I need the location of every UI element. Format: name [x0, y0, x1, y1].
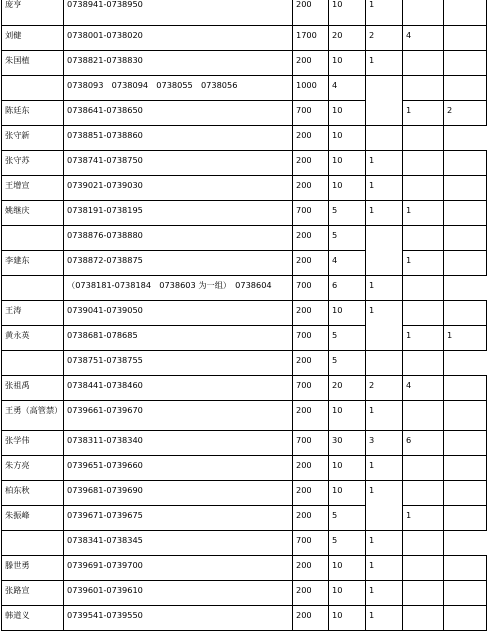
blank-cell [444, 51, 487, 76]
count-cell: 10 [329, 301, 366, 326]
amount-cell: 200 [293, 506, 329, 531]
group-count-cell: 3 [366, 431, 403, 456]
count-cell: 10 [329, 51, 366, 76]
group-count-cell: 1 [366, 481, 403, 531]
extra-count-cell: 1 [366, 276, 403, 301]
count-cell: 20 [329, 376, 366, 401]
extra-count-cell [403, 0, 444, 26]
table-row [2, 431, 487, 456]
count-cell: 10 [329, 456, 366, 481]
number-range-cell: 0739661-0739670 [64, 401, 293, 431]
count-cell: 4 [329, 251, 366, 276]
count-cell: 5 [329, 326, 366, 351]
number-range-cell: 0738001-0738020 [64, 26, 293, 51]
group-count-cell [366, 76, 403, 126]
extra-count-cell [403, 76, 444, 101]
group-count-cell: 1 [403, 101, 444, 126]
holder-name-cell [2, 276, 64, 301]
holder-name-cell: 柏东秋 [2, 481, 64, 506]
number-range-cell: 0738093 0738094 0738055 0738056 [64, 76, 293, 101]
count-cell: 30 [329, 431, 366, 456]
table-row [2, 276, 487, 301]
amount-cell: 700 [293, 101, 329, 126]
amount-cell: 200 [293, 556, 329, 581]
number-range-cell: 0738681-078685 [64, 326, 293, 351]
holder-name-cell: 陈廷东 [2, 101, 64, 126]
amount-cell: 200 [293, 606, 329, 631]
records-table [1, 0, 487, 631]
number-range-cell: 0738341-0738345 [64, 531, 293, 556]
holder-name-cell: 刘健 [2, 26, 64, 51]
extra-count-cell [444, 251, 487, 276]
group-count-cell: 1 [366, 456, 403, 481]
blank-cell [403, 351, 444, 376]
number-range-cell: 0739601-0739610 [64, 581, 293, 606]
holder-name-cell: 张学伟 [2, 431, 64, 456]
amount-cell: 200 [293, 126, 329, 151]
extra-count-cell [403, 176, 444, 201]
count-cell: 20 [329, 26, 366, 51]
count-cell: 10 [329, 176, 366, 201]
blank-cell [444, 176, 487, 201]
group-count-cell: 1 [366, 151, 403, 176]
amount-cell: 700 [293, 376, 329, 401]
group-count-cell: 1 [366, 556, 403, 581]
table-row [2, 606, 487, 631]
table-row [2, 556, 487, 581]
holder-name-cell: 庞亨 [2, 0, 64, 26]
amount-cell: 200 [293, 151, 329, 176]
holder-name-cell [2, 531, 64, 556]
number-range-cell: 0738741-0738750 [64, 151, 293, 176]
group-count-cell: 1 [403, 326, 444, 351]
count-cell: 5 [329, 506, 366, 531]
count-cell: 5 [329, 201, 366, 226]
holder-name-cell: 朱振峰 [2, 506, 64, 531]
group-count-cell: 1 [366, 51, 403, 76]
amount-cell: 200 [293, 581, 329, 606]
extra-count-cell [403, 51, 444, 76]
holder-name-cell: 王涛 [2, 301, 64, 326]
table-row [2, 126, 487, 151]
amount-cell: 200 [293, 0, 329, 26]
amount-cell: 200 [293, 226, 329, 251]
extra-count-cell [403, 481, 444, 506]
number-range-cell: 0739651-0739660 [64, 456, 293, 481]
extra-count-cell [366, 351, 403, 376]
blank-cell [403, 531, 444, 556]
table-row [2, 351, 487, 376]
holder-name-cell: 黄永英 [2, 326, 64, 351]
count-cell: 10 [329, 581, 366, 606]
holder-name-cell: 朱方亮 [2, 456, 64, 481]
amount-cell: 1000 [293, 76, 329, 101]
count-cell: 4 [329, 76, 366, 101]
extra-count-cell [366, 126, 403, 151]
blank-cell [444, 606, 487, 631]
count-cell: 10 [329, 151, 366, 176]
extra-count-cell [403, 301, 444, 326]
number-range-cell: 0739671-0739675 [64, 506, 293, 531]
count-cell: 10 [329, 126, 366, 151]
count-cell: 10 [329, 481, 366, 506]
number-range-cell: （0738181-0738184 0738603 为一组） 0738604 [64, 276, 293, 301]
records-table-body [2, 0, 487, 631]
count-cell: 6 [329, 276, 366, 301]
extra-count-cell [403, 226, 444, 251]
extra-count-cell [403, 581, 444, 606]
number-range-cell: 0738641-0738650 [64, 101, 293, 126]
extra-count-cell [403, 151, 444, 176]
holder-name-cell: 张守新 [2, 126, 64, 151]
table-row [2, 201, 487, 226]
group-count-cell: 1 [366, 301, 403, 351]
holder-name-cell: 姚继庆 [2, 201, 64, 226]
number-range-cell: 0739041-0739050 [64, 301, 293, 326]
extra-count-cell: 2 [444, 101, 487, 126]
blank-cell [444, 431, 487, 456]
table-row [2, 301, 487, 326]
table-row [2, 326, 487, 351]
number-range-cell: 0739681-0739690 [64, 481, 293, 506]
number-range-cell: 0739691-0739700 [64, 556, 293, 581]
group-count-cell: 1 [403, 506, 444, 531]
blank-cell [444, 456, 487, 481]
group-count-cell: 1 [366, 581, 403, 606]
holder-name-cell: 韩道义 [2, 606, 64, 631]
group-count-cell: 1 [403, 251, 444, 276]
holder-name-cell: 李建东 [2, 251, 64, 276]
amount-cell: 700 [293, 276, 329, 301]
table-row [2, 0, 487, 26]
amount-cell: 200 [293, 456, 329, 481]
group-count-cell: 1 [366, 176, 403, 201]
extra-count-cell: 6 [403, 431, 444, 456]
amount-cell: 200 [293, 481, 329, 506]
number-range-cell: 0738311-0738340 [64, 431, 293, 456]
blank-cell [444, 76, 487, 101]
table-row [2, 376, 487, 401]
table-row [2, 151, 487, 176]
count-cell: 5 [329, 226, 366, 251]
blank-cell [444, 581, 487, 606]
extra-count-cell: 1 [444, 326, 487, 351]
table-row [2, 26, 487, 51]
count-cell: 10 [329, 0, 366, 26]
count-cell: 10 [329, 101, 366, 126]
number-range-cell: 0738941-0738950 [64, 0, 293, 26]
blank-cell [444, 226, 487, 251]
blank-cell [444, 151, 487, 176]
extra-count-cell [444, 506, 487, 531]
holder-name-cell [2, 351, 64, 376]
holder-name-cell: 张路宣 [2, 581, 64, 606]
extra-count-cell [403, 456, 444, 481]
holder-name-cell [2, 226, 64, 251]
blank-cell [403, 276, 444, 301]
blank-cell [444, 0, 487, 26]
group-count-cell [366, 226, 403, 276]
number-range-cell: 0738851-0738860 [64, 126, 293, 151]
count-cell: 10 [329, 401, 366, 431]
amount-cell: 200 [293, 401, 329, 431]
amount-cell: 700 [293, 531, 329, 556]
table-row [2, 101, 487, 126]
number-range-cell: 0739541-0739550 [64, 606, 293, 631]
extra-count-cell: 1 [403, 201, 444, 226]
holder-name-cell: 滕世勇 [2, 556, 64, 581]
table-row [2, 76, 487, 101]
table-row [2, 251, 487, 276]
blank-cell [444, 401, 487, 431]
table-row [2, 506, 487, 531]
group-count-cell: 2 [366, 26, 403, 51]
blank-cell [444, 26, 487, 51]
extra-count-cell [403, 556, 444, 581]
amount-cell: 1700 [293, 26, 329, 51]
amount-cell: 200 [293, 51, 329, 76]
number-range-cell: 0738441-0738460 [64, 376, 293, 401]
table-row [2, 401, 487, 431]
holder-name-cell: 朱国植 [2, 51, 64, 76]
amount-cell: 200 [293, 301, 329, 326]
blank-cell [403, 126, 444, 151]
blank-cell [444, 201, 487, 226]
extra-count-cell: 1 [366, 531, 403, 556]
blank-cell [444, 481, 487, 506]
table-row [2, 456, 487, 481]
extra-count-cell [403, 401, 444, 431]
number-range-cell: 0738872-0738875 [64, 251, 293, 276]
count-cell: 5 [329, 351, 366, 376]
amount-cell: 200 [293, 176, 329, 201]
blank-cell [444, 556, 487, 581]
number-range-cell: 0738191-0738195 [64, 201, 293, 226]
amount-cell: 200 [293, 251, 329, 276]
group-count-cell: 1 [366, 401, 403, 431]
table-row [2, 226, 487, 251]
holder-name-cell [2, 76, 64, 101]
blank-cell [444, 376, 487, 401]
group-count-cell: 2 [366, 376, 403, 401]
table-row [2, 51, 487, 76]
holder-name-cell: 王增宣 [2, 176, 64, 201]
extra-count-cell: 4 [403, 26, 444, 51]
holder-name-cell: 王勇（高管禁） [2, 401, 64, 431]
holder-name-cell: 张守苏 [2, 151, 64, 176]
table-row [2, 531, 487, 556]
number-range-cell: 0738876-0738880 [64, 226, 293, 251]
table-row [2, 176, 487, 201]
holder-name-cell: 张祖禹 [2, 376, 64, 401]
group-count-cell: 1 [366, 606, 403, 631]
amount-cell: 200 [293, 351, 329, 376]
group-count-cell: 1 [366, 201, 403, 226]
amount-cell: 700 [293, 201, 329, 226]
amount-cell: 700 [293, 431, 329, 456]
table-row [2, 581, 487, 606]
number-range-cell: 0738751-0738755 [64, 351, 293, 376]
number-range-cell: 0738821-0738830 [64, 51, 293, 76]
number-range-cell: 0739021-0739030 [64, 176, 293, 201]
count-cell: 10 [329, 606, 366, 631]
count-cell: 10 [329, 556, 366, 581]
extra-count-cell: 4 [403, 376, 444, 401]
count-cell: 5 [329, 531, 366, 556]
table-row [2, 481, 487, 506]
amount-cell: 700 [293, 326, 329, 351]
extra-count-cell [403, 606, 444, 631]
group-count-cell: 1 [366, 0, 403, 26]
blank-cell [444, 301, 487, 326]
